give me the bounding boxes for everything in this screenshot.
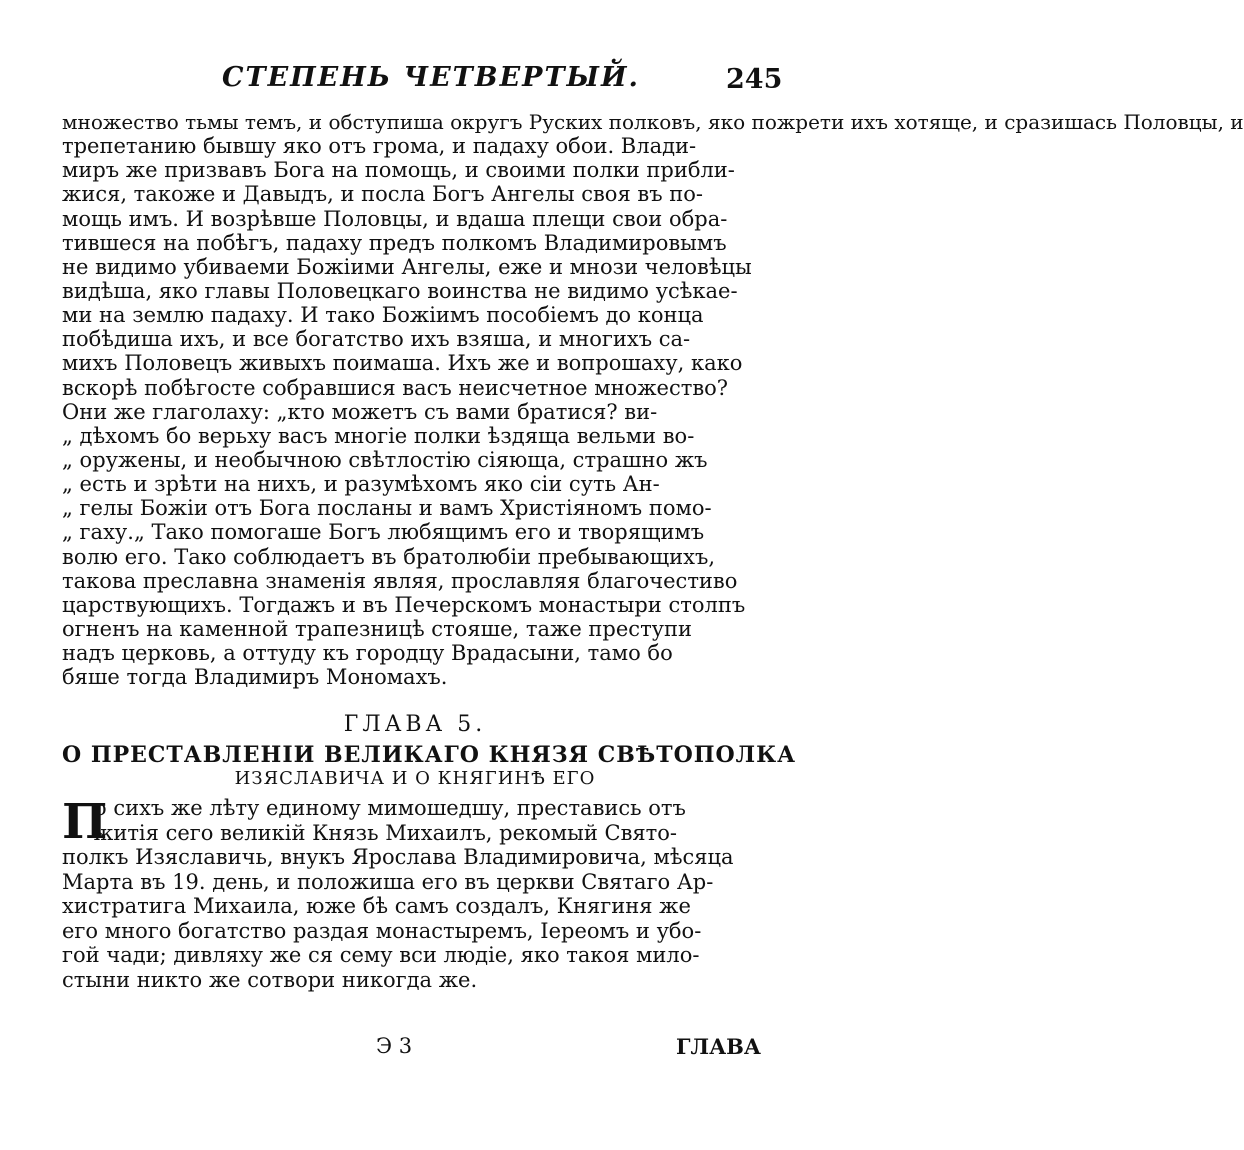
body-line: волю его. Тако соблюдаетъ въ братолюбіи пребывающихъ, bbox=[62, 544, 715, 569]
body-line: михъ Половецъ живыхъ поимаша. Ихъ же и вопрошаху, како bbox=[62, 351, 743, 376]
catchword: ГЛАВА bbox=[676, 1034, 762, 1059]
body-line: царствующихъ. Тогдажъ и въ Печерскомъ монастыри столпъ bbox=[62, 592, 746, 617]
running-title: СТЕПЕНЬ ЧЕТВЕРТЫЙ. bbox=[222, 62, 640, 93]
chapter-text bbox=[62, 796, 768, 992]
chapter-line: полкъ Изяславичь, внукъ Ярослава Владимировича, мѣсяца bbox=[62, 845, 734, 869]
chapter-line: стыни никто же сотвори никогда же. bbox=[62, 967, 478, 992]
body-line: трепетанию бывшу яко отъ грома, и падаху обои. Влади- bbox=[62, 134, 697, 159]
body-line: „ есть и зрѣти на нихъ, и разумѣхомъ яко сіи суть Ан- bbox=[62, 472, 660, 497]
chapter-line: житія сего великій Князь Михаилъ, рекомый Свято- bbox=[94, 820, 678, 845]
page-number: 245 bbox=[726, 64, 783, 95]
body-line: „ гаху.„ Тако помогаше Богъ любящимъ его и творящимъ bbox=[62, 520, 705, 545]
body-line: „ гелы Божіи отъ Бога посланы и вамъ Христіяномъ помо- bbox=[62, 496, 712, 521]
body-line: ми на землю падаху. И тако Божіимъ пособіемъ до конца bbox=[62, 303, 704, 328]
body-line: бяше тогда Владимиръ Мономахъ. bbox=[62, 665, 448, 690]
chapter-line: о сихъ же лѣту единому мимошедшу, преставись отъ bbox=[94, 796, 686, 820]
body-line: „ дѣхомъ бо верьху васъ многіе полки ѣздяща вельми во- bbox=[62, 423, 695, 448]
body-line: множество тьмы темъ, и обступиша округъ Руских полковъ, яко пожрети ихъ хотяще, и сразишась Половцы, и bbox=[62, 110, 1244, 134]
drop-cap-initial: П bbox=[62, 794, 108, 850]
chapter-title-line-2: ИЗЯСЛАВИЧА И О КНЯГИНѢ ЕГО bbox=[234, 768, 596, 789]
body-line: побѣдиша ихъ, и все богатство ихъ взяша, и многихъ са- bbox=[62, 327, 691, 352]
chapter-line: гой чади; дивляху же ся сему вси людіе, яко такоя мило- bbox=[62, 943, 700, 967]
signature-mark: Э 3 bbox=[376, 1034, 413, 1058]
body-line: надъ церковь, а оттуду къ городцу Врадасыни, тамо бо bbox=[62, 641, 673, 666]
body-line: тившеся на побѣгъ, падаху предъ полкомъ Владимировымъ bbox=[62, 230, 727, 255]
chapter-line: Марта въ 19. день, и положиша его въ церкви Святагo Ар- bbox=[62, 869, 714, 894]
body-text bbox=[62, 110, 1244, 690]
body-line: мощь имъ. И возрѣвше Половцы, и вдаша плещи свои обра- bbox=[62, 206, 728, 231]
chapter-line: хистратига Михаила, юже бѣ самъ создалъ, Княгиня же bbox=[62, 894, 691, 918]
body-line: миръ же призвавъ Бога на помощь, и своими полки прибли- bbox=[62, 158, 735, 183]
chapter-title-line-1: О ПРЕСТАВЛЕНІИ ВЕЛИКАГО КНЯЗЯ СВѢТОПОЛКА bbox=[62, 742, 797, 768]
body-line: „ оружены, и необычною свѣтлостію сіяюща, страшно жъ bbox=[62, 447, 708, 472]
body-line: не видимо убиваеми Божіими Ангелы, еже и мнози человѣцы bbox=[62, 254, 752, 279]
chapter-line: его много богатство раздая монастыремъ, Іереомъ и убо- bbox=[62, 918, 702, 943]
chapter-number-heading: ГЛАВА 5. bbox=[343, 712, 487, 737]
body-line: Они же глаголаху: „кто можетъ съ вами братися? ви- bbox=[62, 399, 658, 424]
body-line: жися, такоже и Давыдъ, и посла Богъ Ангелы своя въ по- bbox=[62, 182, 703, 207]
body-line: такова преславна знаменія являя, прославляя благочестиво bbox=[62, 568, 738, 593]
body-line: огненъ на каменной трапезницѣ стояше, таже преступи bbox=[62, 616, 693, 641]
body-line: вскорѣ побѣгосте собравшися васъ неисчетное множество? bbox=[62, 375, 729, 400]
body-line: видѣша, яко главы Половецкаго воинства не видимо усѣкае- bbox=[62, 278, 738, 303]
